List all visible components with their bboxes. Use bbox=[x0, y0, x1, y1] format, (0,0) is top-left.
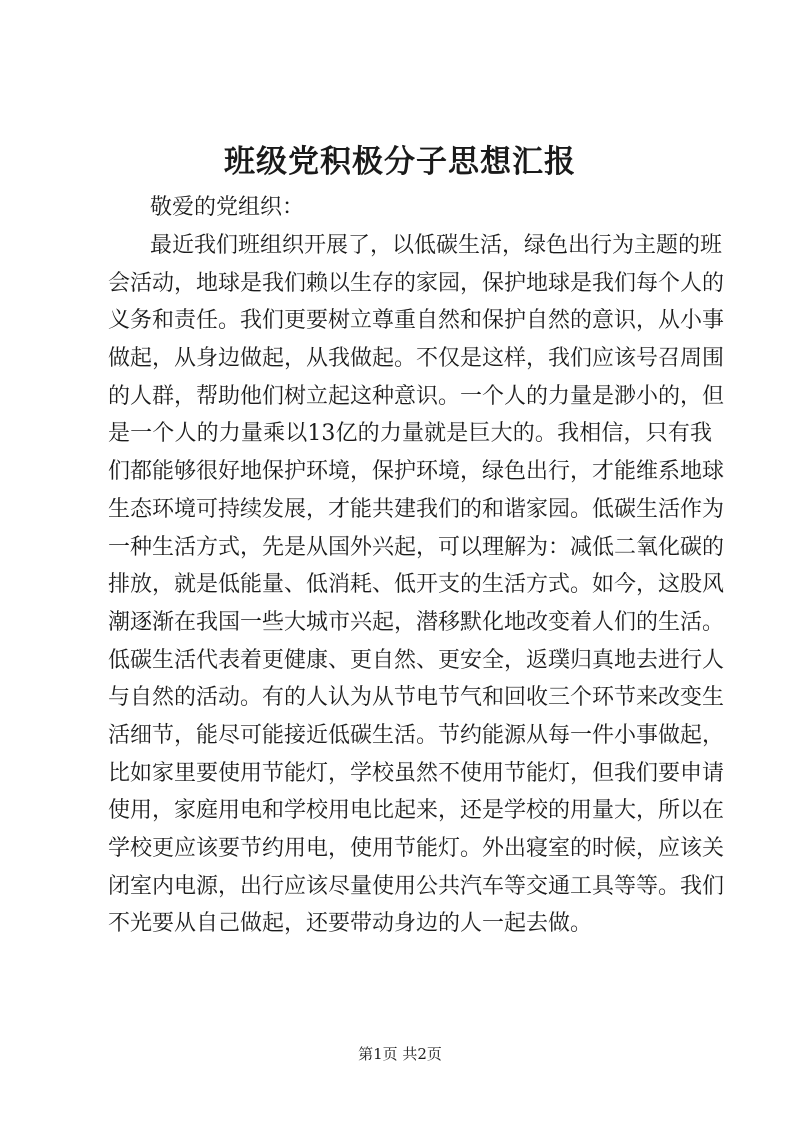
paragraph-line: 做起，从身边做起，从我做起。不仅是这样，我们应该号召周围 bbox=[108, 346, 725, 372]
paragraph-line: 们都能够很好地保护环境，保护环境，绿色出行，才能维系地球 bbox=[108, 459, 725, 485]
paragraph-line: 最近我们班组织开展了，以低碳生活，绿色出行为主题的班 bbox=[150, 233, 723, 258]
paragraph-line: 不光要从自己做起，还要带动身边的人一起去做。 bbox=[108, 911, 593, 937]
document-title: 班级党积极分子思想汇报 bbox=[224, 144, 576, 180]
paragraph-line: 使用，家庭用电和学校用电比起来，还是学校的用量大，所以在 bbox=[108, 798, 725, 824]
paragraph-line: 活细节，能尽可能接近低碳生活。节约能源从每一件小事做起， bbox=[108, 722, 725, 748]
paragraph-line: 闭室内电源，出行应该尽量使用公共汽车等交通工具等等。我们 bbox=[108, 873, 725, 899]
paragraph-line: 学校更应该要节约用电，使用节能灯。外出寝室的时候，应该关 bbox=[108, 836, 725, 861]
paragraph-line: 排放，就是低能量、低消耗、低开支的生活方式。如今，这股风 bbox=[108, 572, 725, 598]
paragraph-line: 比如家里要使用节能灯，学校虽然不使用节能灯，但我们要申请 bbox=[108, 760, 725, 786]
paragraph-line: 潮逐渐在我国一些大城市兴起，潜移默化地改变着人们的生活。 bbox=[108, 609, 725, 635]
paragraph-line: 与自然的活动。有的人认为从节电节气和回收三个环节来改变生 bbox=[108, 685, 725, 711]
paragraph-line: 低碳生活代表着更健康、更自然、更安全，返璞归真地去进行人 bbox=[108, 647, 725, 673]
paragraph-line: 会活动，地球是我们赖以生存的家园，保护地球是我们每个人的 bbox=[108, 270, 725, 296]
page-number-footer: 第1页 共2页 bbox=[358, 1045, 442, 1063]
paragraph-line: 是一个人的力量乘以13亿的力量就是巨大的。我相信，只有我 bbox=[108, 421, 712, 447]
paragraph-line: 义务和责任。我们更要树立尊重自然和保护自然的意识，从小事 bbox=[108, 308, 725, 334]
body-paragraph bbox=[108, 227, 725, 943]
paragraph-line: 一种生活方式，先是从国外兴起，可以理解为：减低二氧化碳的 bbox=[108, 534, 725, 560]
paragraph-line: 的人群，帮助他们树立起这种意识。一个人的力量是渺小的，但 bbox=[108, 383, 725, 409]
salutation: 敬爱的党组织： bbox=[150, 195, 305, 220]
paragraph-line: 生态环境可持续发展，才能共建我们的和谐家园。低碳生活作为 bbox=[108, 496, 725, 522]
